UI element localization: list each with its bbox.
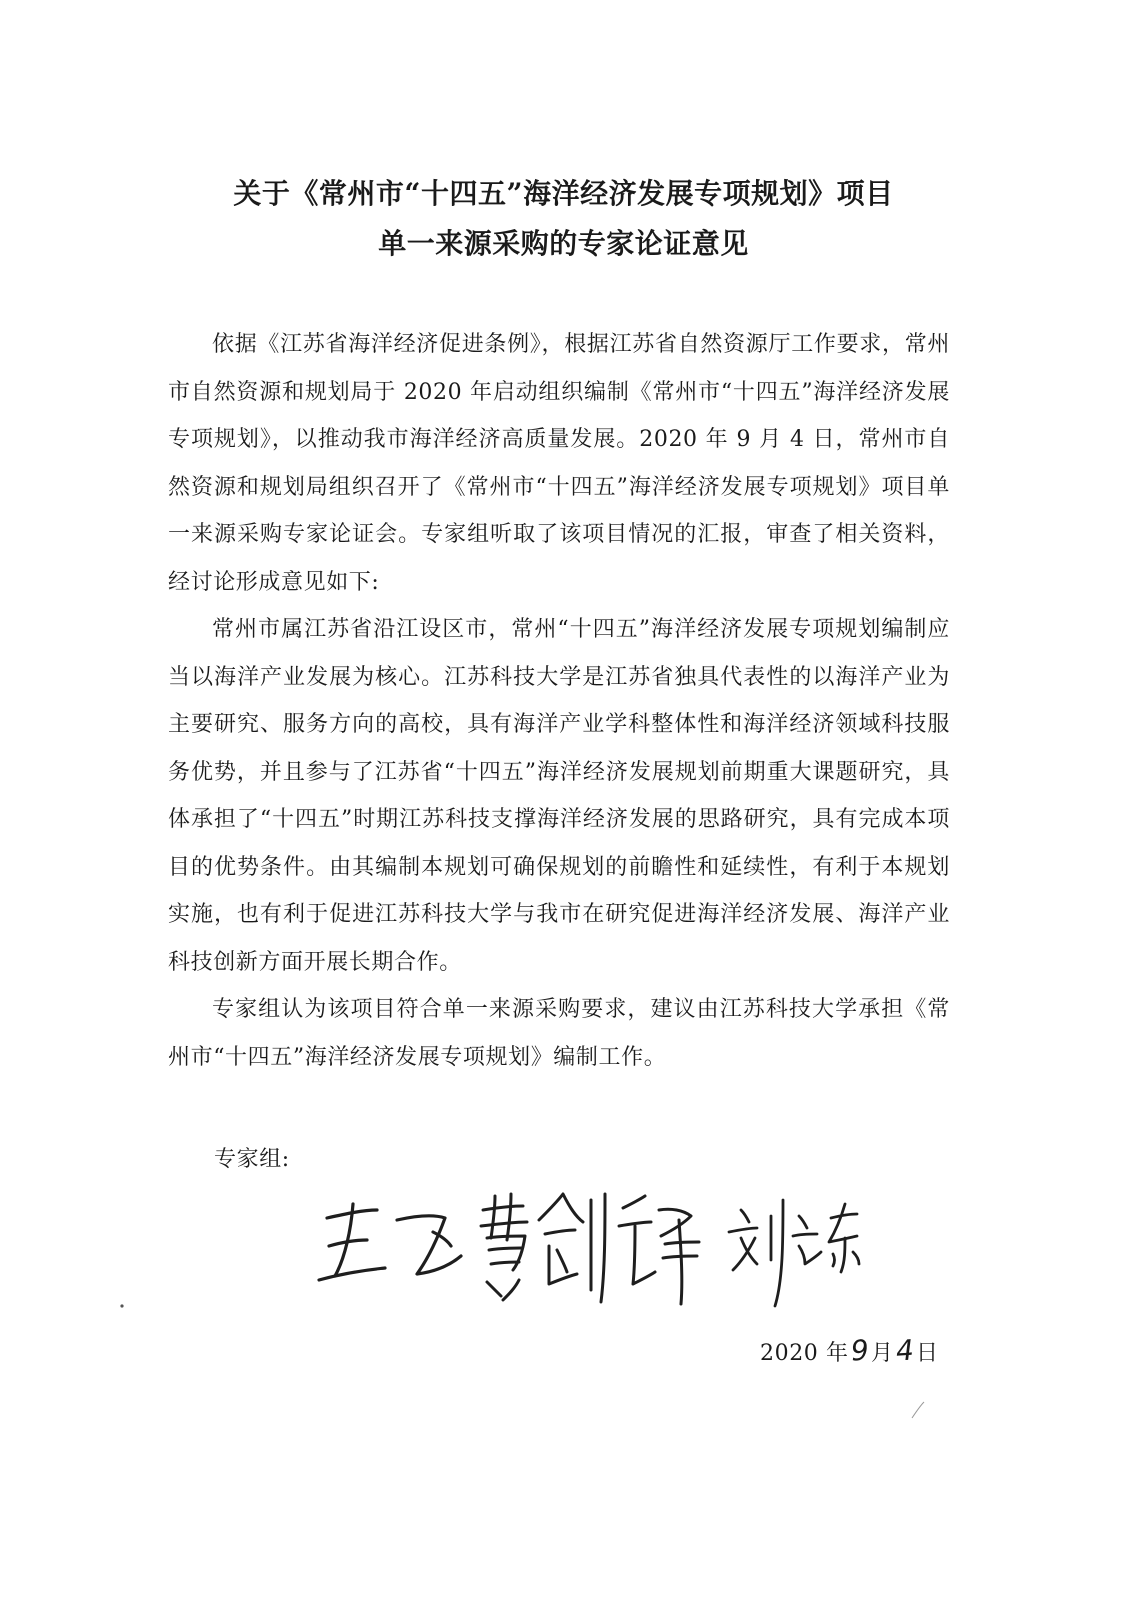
experts-label: 专家组: (214, 1147, 290, 1172)
date-year: 2020 年 (760, 1341, 849, 1366)
body-paragraph-1: 依据《江苏省海洋经济促进条例》，根据江苏省自然资源厅工作要求，常州市自然资源和规划局于 2020 年启动组织编制《常州市“十四五”海洋经济发展专项规划》，以推动我市海洋经济高质量发展。2020 年 9 月 4 日，常州市自然资源和规划局组织召开了《常州市“十四五”海洋经济发展专项规划》项目单一来源采购专家论证会。专家组听取了该项目情况的汇报，审查了相关资料，经讨论形成意见如下: (168, 332, 950, 595)
document-title-line-2: 单一来源采购的专家论证意见 (378, 227, 749, 260)
body-paragraph-3: 专家组认为该项目符合单一来源采购要求，建议由江苏科技大学承担《常州市“十四五”海洋经济发展专项规划》编制工作。 (168, 997, 950, 1070)
expert-signatures (305, 1180, 865, 1310)
document-title-line-1: 关于《常州市“十四五”海洋经济发展专项规划》项目 (233, 177, 894, 210)
document-date (760, 1334, 939, 1367)
date-month-unit: 月 (871, 1341, 894, 1366)
signature-2 (481, 1194, 699, 1304)
body-paragraph-2: 常州市属江苏省沿江设区市，常州“十四五”海洋经济发展专项规划编制应当以海洋产业发展为核心。江苏科技大学是江苏省独具代表性的以海洋产业为主要研究、服务方向的高校，具有海洋产业学科整体性和海洋经济领域科技服务优势，并且参与了江苏省“十四五”海洋经济发展规划前期重大课题研究，具体承担了“十四五”时期江苏科技支撑海洋经济发展的思路研究，具有完成本项目的优势条件。由其编制本规划可确保规划的前瞻性和延续性，有利于本规划实施，也有利于促进江苏科技大学与我市在研究促进海洋经济发展、海洋产业科技创新方面开展长期合作。 (168, 617, 950, 975)
signature-1 (319, 1204, 461, 1280)
date-month-handwritten: 9 (849, 1333, 871, 1368)
document-body (168, 321, 950, 1081)
date-day-unit: 日 (916, 1341, 939, 1366)
signature-3 (729, 1200, 859, 1306)
date-day-handwritten: 4 (894, 1333, 916, 1368)
